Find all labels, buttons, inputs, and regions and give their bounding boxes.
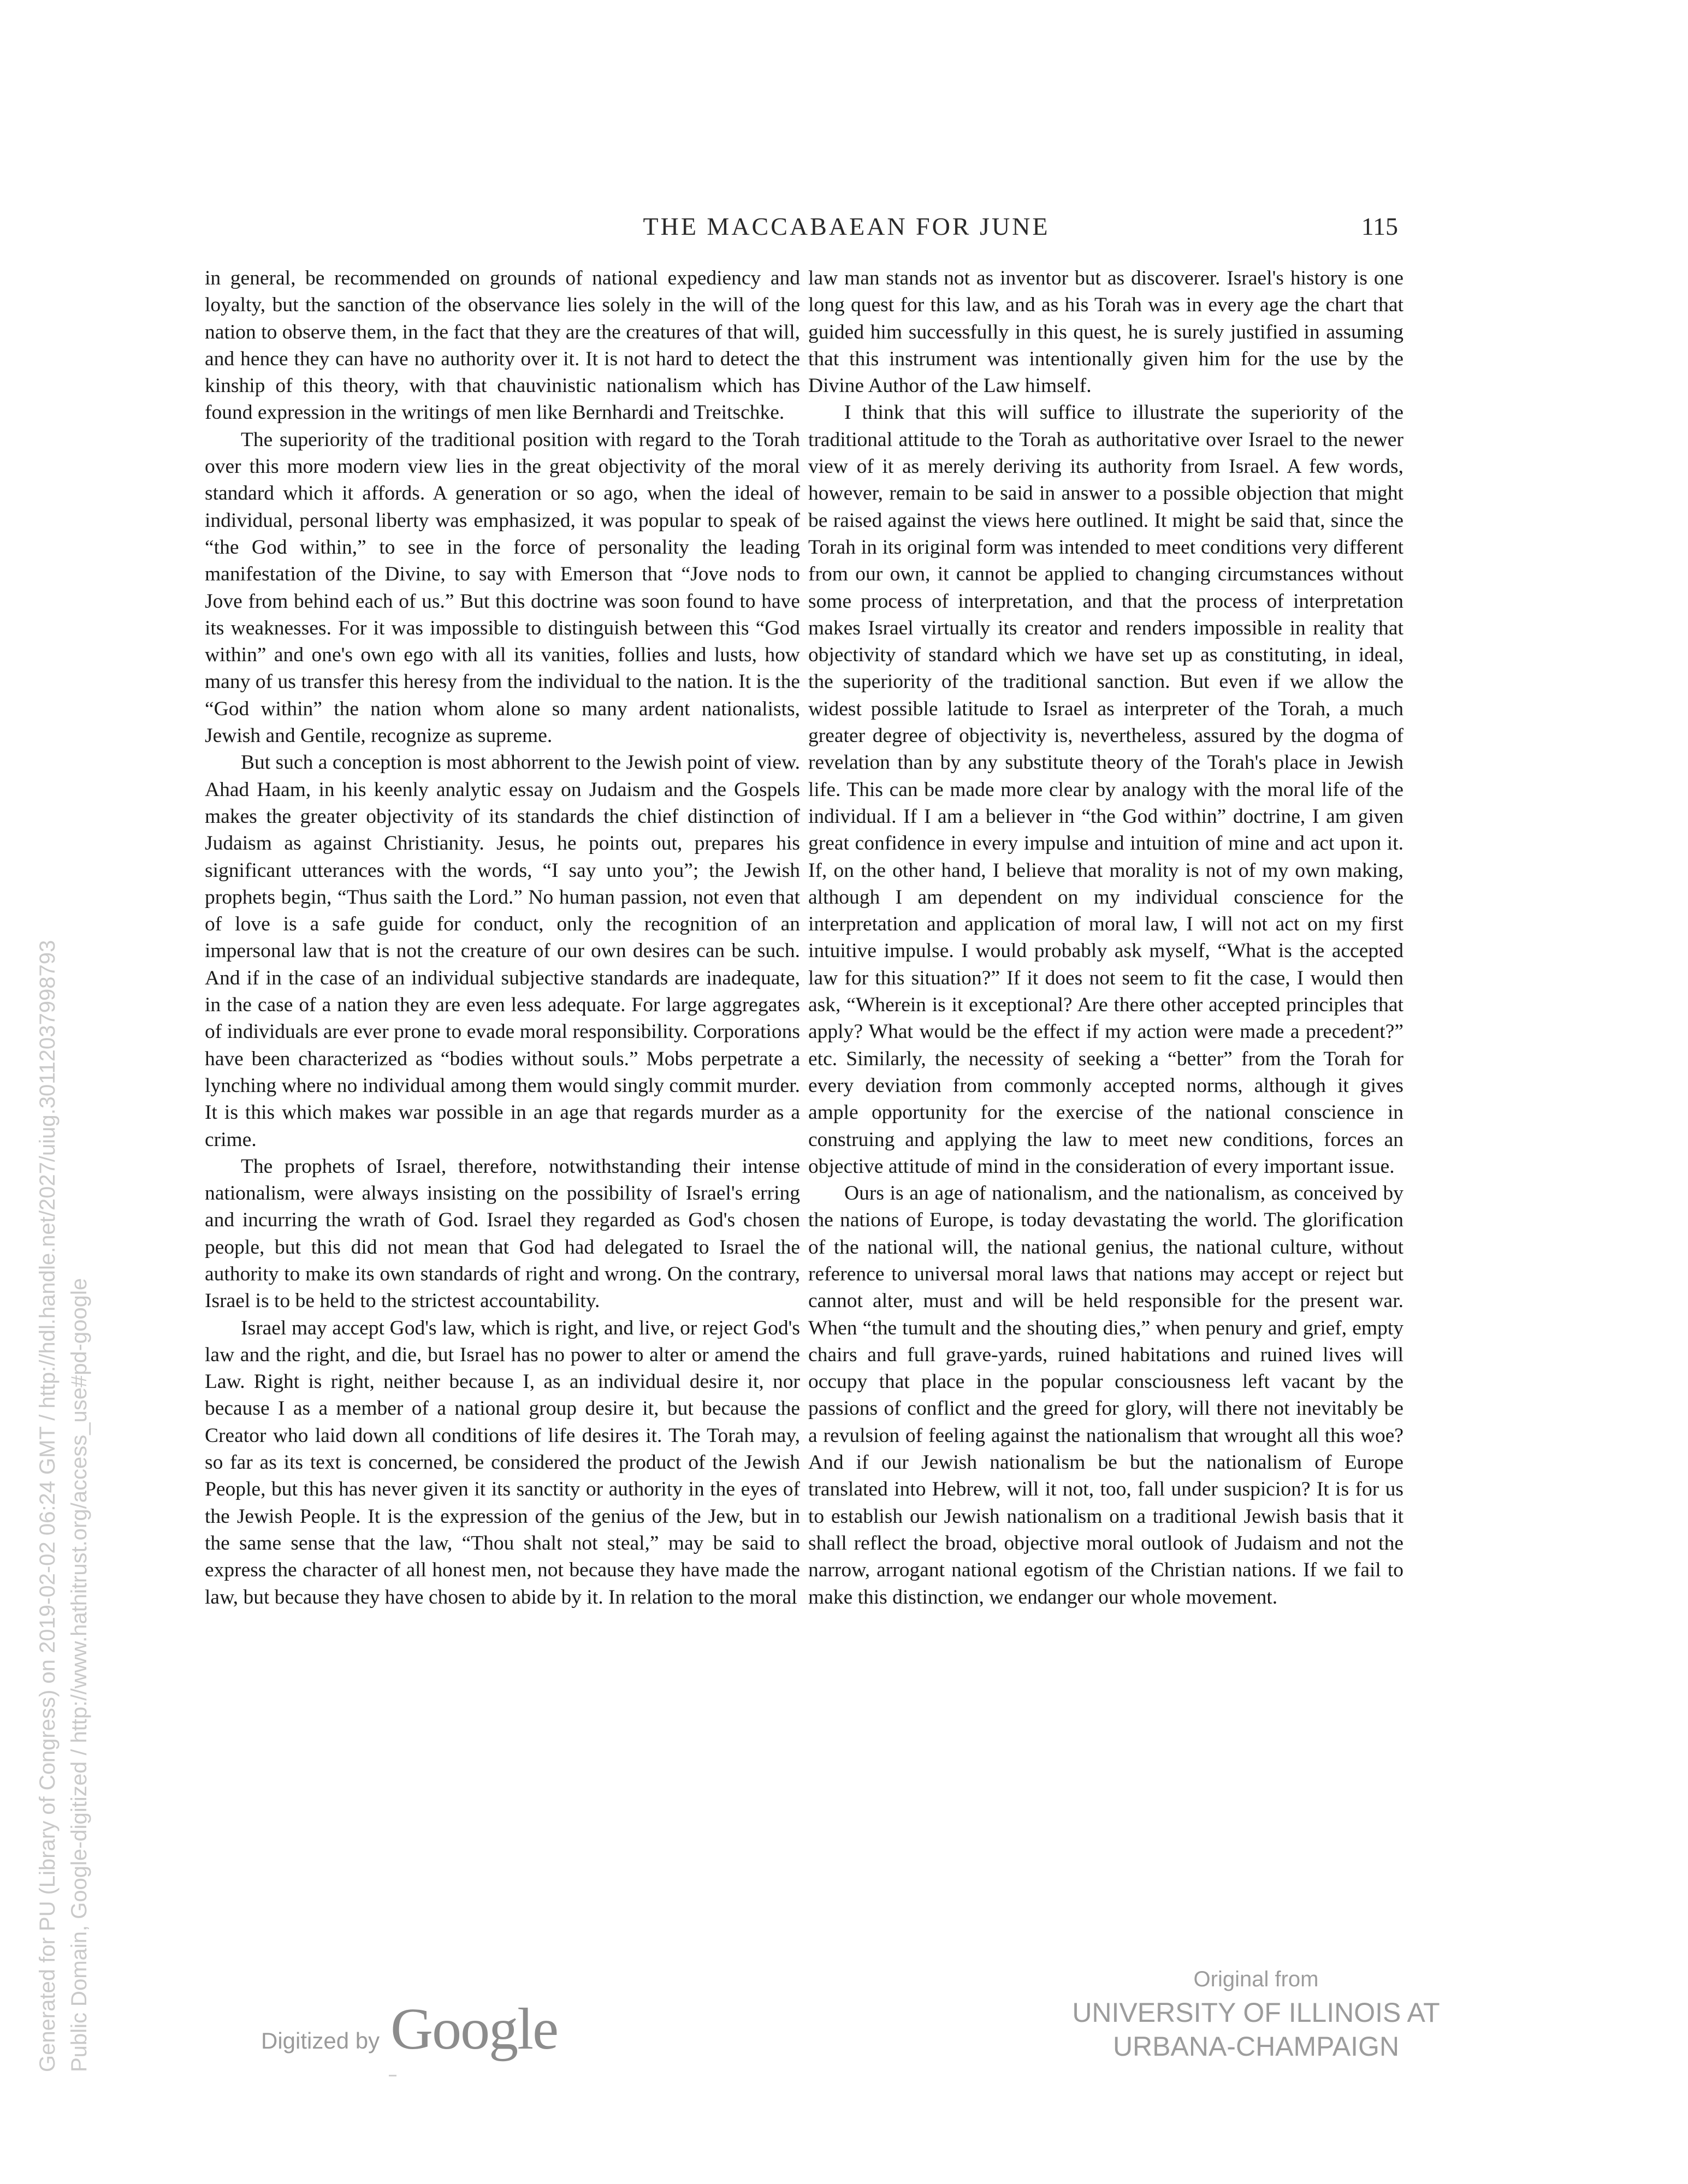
google-logo: Google: [390, 1997, 558, 2062]
watermark-line: Public Domain, Google-digitized / http://www.hathitrust.org/access_use#pd-google: [67, 1278, 91, 2072]
paragraph: I think that this will suffice to illustrate the superiority of the traditional attitude to the Torah as authoritative over Israel to the newer view of it as merely deriving its authority from Israel. A few words, however, remain to be said in answer to a possible objection that might be raised against the views here outlined. It might be said that, since the Torah in its original form was intended to meet conditions very different from our own, it cannot be applied to changing circumstances without some process of interpretation, and that the process of interpretation makes Israel virtually its creator and renders impossible in reality that objectivity of standard which we have set up as constituting, in ideal, the superiority of the traditional sanction. But even if we allow the widest possible latitude to Israel as interpreter of the Torah, a much greater degree of objectivity is, nevertheless, assured by the dogma of revelation than by any substitute theory of the Torah's place in Jewish life. This can be made more clear by analogy with the moral life of the individual. If I am a believer in “the God within” doctrine, I am given great confidence in every impulse and intuition of mine and act upon it. If, on the other hand, I believe that morality is not of my own making, although I am dependent on my individual conscience for the interpretation and application of moral law, I will not act on my first intuitive impulse. I would probably ask myself, “What is the accepted law for this situation?” If it does not seem to fit the case, I would then ask, “Wherein is it exceptional? Are there other accepted principles that apply? What would be the effect if my action were made a precedent?” etc. Similarly, the necessity of seeking a “better” from the Torah for every deviation from commonly accepted norms, although it gives ample opportunity for the exercise of the national conscience in construing and applying the law to meet new conditions, forces an objective attitude of mind in the consideration of every important issue.: [808, 401, 1403, 1178]
scan-mark: [389, 2075, 396, 2076]
paragraph: Israel may accept God's law, which is right, and live, or reject God's law and the right, and die, but Israel has no power to alter or amend the Law. Right is right, neither because I, as an individual desire it, nor because I as a member of a national group desire it, but because the Creator who laid down all conditions of life desires it. The Torah may, so far as its text is concerned, be considered the product of the Jewish People, but this has never given it its sanctity or authority in the eyes of the Jewish People. It is the expression of the genius of the Jew, but in the same sense that the law, “Thou shalt not steal,” may be said to express the character of all honest men, not because they have made the law, but because they have chosen to abide by it. In relation to the moral: [205, 1316, 800, 1609]
paragraph: in general, be recommended on grounds of national expediency and loyalty, but the sanction of the observance lies solely in the will of the nation to observe them, in the fact that they are the creatures of that will, and hence they can have no authority over it. It is not hard to detect the kinship of this theory, with that chauvinistic nationalism which has found expression in the writings of men like Bernhardi and Treitschke.: [205, 267, 800, 424]
left-text-column: [205, 265, 800, 1611]
digitized-by-google: [261, 1996, 558, 2063]
original-from-label: Original from: [1193, 1967, 1319, 1991]
paragraph: Ours is an age of nationalism, and the nationalism, as conceived by the nations of Europe, is today devastating the world. The glorification of the national will, the national genius, the national culture, without reference to universal moral laws that nations may accept or reject but cannot alter, must and will be held responsible for the present war. When “the tumult and the shouting dies,” when penury and grief, empty chairs and full grave-yards, ruined habitations and ruined lives will occupy that place in the popular consciousness left vacant by the passions of conflict and the greed for glory, will there not inevitably be a revulsion of feeling against the nationalism that wrought all this woe? And if our Jewish nationalism be but the nationalism of Europe translated into Hebrew, will it not, too, fall under suspicion? It is for us to establish our Jewish nationalism on a traditional Jewish basis that it shall reflect the broad, objective moral outlook of Judaism and not the narrow, arrogant national egotism of the Christian nations. If we fail to make this distinction, we endanger our whole movement.: [808, 1182, 1403, 1609]
right-text-column: [808, 265, 1403, 1611]
paragraph: law man stands not as inventor but as discoverer. Israel's history is one long quest for this law, and as his Torah was in every age the chart that guided him successfully in this quest, he is surely justified in assuming that this instrument was intentionally given him for the use by the Divine Author of the Law himself.: [808, 267, 1403, 397]
institution-name: UNIVERSITY OF ILLINOIS AT: [1072, 1997, 1440, 2028]
paragraph: The superiority of the traditional position with regard to the Torah over this more modern view lies in the great objectivity of the moral standard which it affords. A generation or so ago, when the ideal of individual, personal liberty was emphasized, it was popular to speak of “the God within,” to see in the force of personality the leading manifestation of the Divine, to say with Emerson that “Jove nods to Jove from behind each of us.” But this doctrine was soon found to have its weaknesses. For it was impossible to distinguish between this “God within” and one's own ego with all its vanities, follies and lusts, how many of us transfer this heresy from the individual to the nation. It is the “God within” the nation whom alone so many ardent nationalists, Jewish and Gentile, recognize as supreme.: [205, 428, 800, 747]
paragraph: But such a conception is most abhorrent to the Jewish point of view. Ahad Haam, in his keenly analytic essay on Judaism and the Gospels makes the greater objectivity of its standards the chief distinction of Judaism as against Christianity. Jesus, he points out, prepares his significant utterances with the words, “I say unto you”; the Jewish prophets begin, “Thus saith the Lord.” No human passion, not even that of love is a safe guide for conduct, only the recognition of an impersonal law that is not the creature of our own desires can be such. And if in the case of an individual subjective standards are inadequate, in the case of a nation they are even less adequate. For large aggregates of individuals are ever prone to evade moral responsibility. Corporations have been characterized as “bodies without souls.” Mobs perpetrate a lynching where no individual among them would singly commit murder. It is this which makes war possible in an age that regards murder as a crime.: [205, 751, 800, 1151]
paragraph: The prophets of Israel, therefore, notwithstanding their intense nationalism, were always insisting on the possibility of Israel's erring and incurring the wrath of God. Israel they regarded as God's chosen people, but this did not mean that God had delegated to Israel the authority to make its own standards of right and wrong. On the contrary, Israel is to be held to the strictest accountability.: [205, 1155, 800, 1313]
institution-name: URBANA-CHAMPAIGN: [1112, 2031, 1400, 2062]
digitized-by-label: Digitized by: [261, 2028, 380, 2054]
running-header-title: THE MACCABAEAN FOR JUNE: [643, 212, 1050, 240]
page-number: 115: [1361, 212, 1398, 240]
original-from-block: [1010, 1963, 1502, 2063]
hathitrust-watermark: [32, 816, 95, 2072]
watermark-line: Generated for PU (Library of Congress) on 2019-02-02 06:24 GMT / http://hdl.handle.net/2027/uiug.30112037998793: [35, 940, 60, 2072]
